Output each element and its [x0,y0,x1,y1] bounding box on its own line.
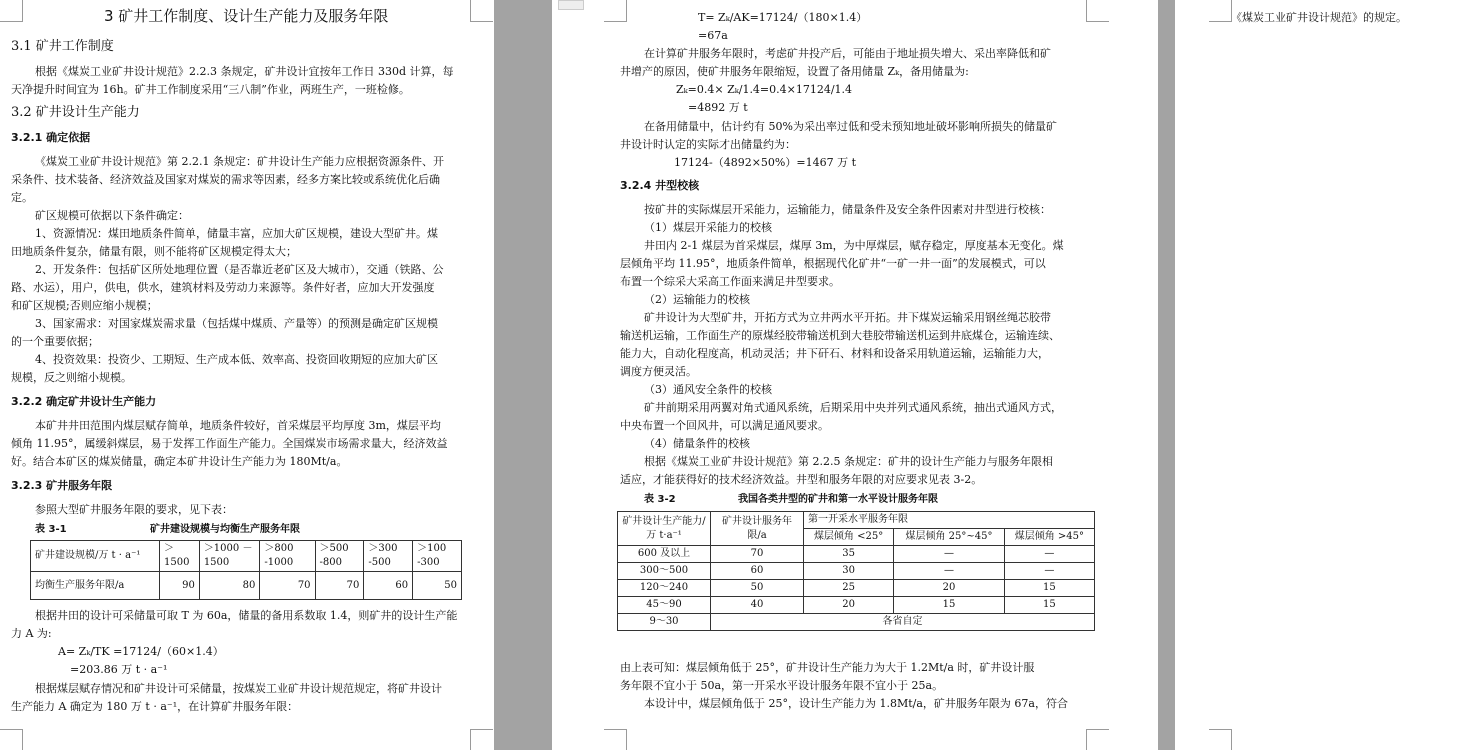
table-header-cell: ＞1000 －1500 [199,541,260,572]
paragraph-line: 调度方便灵活。 [620,365,697,378]
service-life-table [30,540,462,600]
crop-mark [1086,729,1109,750]
paragraph-line: 适应，才能获得好的技术经济效益。井型和服务年限的对应要求见表 3-2。 [620,473,983,486]
paragraph-line: 3、国家需求：对国家煤炭需求量（包括煤中煤质、产量等）的预测是确定矿区规模 [35,317,438,330]
crop-mark [470,729,493,750]
paragraph-line: 能力大，自动化程度高，机动灵活；井下矸石、材料和设备采用轨道运输，运输能力大， [620,347,1049,360]
document-page-2 [552,0,1158,750]
section-heading: 3.1 矿井工作制度 [11,39,114,54]
table-header-cell: ＞1500 [160,541,200,572]
table-cell: 15 [1004,597,1094,614]
crop-mark [0,0,23,22]
crop-mark [0,729,23,750]
table-cell: 9～30 [618,614,711,631]
table-header-cell: ＞800 -1000 [260,541,315,572]
subsection-heading: 3.2.4 井型校核 [620,179,700,192]
table-caption: 我国各类井型的矿井和第一水平设计服务年限 [738,494,938,505]
table-header-cell: 矿井设计生产能力/万 t·a⁻¹ [618,512,711,546]
paragraph-line: 布置一个综采大采高工作面来满足井型要求。 [620,275,840,288]
paragraph-line: 力 A 为: [11,627,52,640]
formula-line: A= Zₖ/TK =17124/（60×1.4） [58,645,224,658]
paragraph-line: 田地质条件复杂，储量有限，则不能将矿区规模定得太大； [11,245,297,258]
table-header-cell: 矿井建设规模/万 t · a⁻¹ [31,541,160,572]
subsection-heading: 3.2.2 确定矿井设计生产能力 [11,395,157,408]
table-row-label: 均衡生产服务年限/a [31,572,160,600]
table-number: 表 3-1 [35,524,67,535]
table-cell: — [894,546,1005,563]
table-cell: 25 [804,580,894,597]
table-cell: — [1004,563,1094,580]
table-header-cell: ＞300 -500 [364,541,413,572]
table-row [618,580,1095,597]
crop-mark [604,729,627,750]
paragraph-line: 矿井设计为大型矿井，开拓方式为立井两水平开拓。井下煤炭运输采用钢丝绳芯胶带 [644,311,1051,324]
table-cell: 70 [711,546,804,563]
paragraph-line: 1、资源情况：煤田地质条件简单，储量丰富，应加大矿区规模，建设大型矿井。煤 [35,227,438,240]
paragraph-line: 天净提升时间宜为 16h。矿井工作制度采用“三八制”作业，两班生产，一班检修。 [11,83,410,96]
table-cell: 120～240 [618,580,711,597]
paragraph-line: 井设计时认定的实际才出储量约为： [620,138,796,151]
paragraph-line: 层倾角平均 11.95°，地质条件简单，根据现代化矿井“一矿一井一面”的发展模式，可以 [620,257,1046,270]
table-cell: 30 [804,563,894,580]
paragraph-line: 中央布置一个回风井，可以满足通风要求。 [620,419,829,432]
section-heading: 3.2 矿井设计生产能力 [11,105,140,120]
table-header-cell: 矿井设计服务年限/a [711,512,804,546]
table-cell: — [1004,546,1094,563]
table-cell: 70 [260,572,315,600]
paragraph-line: （2）运输能力的校核 [644,293,750,306]
table-cell: 45～90 [618,597,711,614]
paragraph-line: 参照大型矿井服务年限的要求，见下表： [35,503,233,516]
crop-mark [604,0,627,22]
paragraph-line: 本矿井井田范围内煤层赋存简单，地质条件较好，首采煤层平均厚度 3m，煤层平均 [35,419,441,432]
paragraph-line: （4）储量条件的校核 [644,437,750,450]
paragraph-line: 根据《煤炭工业矿井设计规范》第 2.2.5 条规定：矿井的设计生产能力与服务年限相 [644,455,1053,468]
formula-line: T= Zₖ/AK=17124/（180×1.4） [698,11,868,24]
paragraph-line: 2、开发条件：包括矿区所处地理位置（是否靠近老矿区及大城市），交通（铁路、公 [35,263,444,276]
table-row [618,546,1095,563]
paragraph-line: 规模，反之则缩小规模。 [11,371,132,384]
table-cell: 50 [711,580,804,597]
crop-mark [1209,729,1232,750]
paragraph-line: 井田内 2-1 煤层为首采煤层，煤厚 3m，为中厚煤层，赋存稳定，厚度基本无变化。煤 [644,239,1064,252]
paragraph-line: 根据井田的设计可采储量可取 T 为 60a，储量的备用系数取 1.4，则矿井的设计生产能 [35,609,458,622]
document-page-3 [1175,0,1480,750]
table-cell: 35 [804,546,894,563]
subsection-heading: 3.2.3 矿井服务年限 [11,479,113,492]
table-header-cell: 煤层倾角 <25° [804,529,894,546]
paragraph-line: 定。 [11,191,33,204]
table-cell: 15 [1004,580,1094,597]
table-caption: 矿井建设规模与均衡生产服务年限 [150,524,300,535]
table-cell: 各省自定 [711,614,1095,631]
table-header-cell: 第一开采水平服务年限 [804,512,1095,529]
paragraph-line: 输送机运输，工作面生产的原煤经胶带输送机到大巷胶带输送机运到井底煤仓，运输连续、 [620,329,1060,342]
paragraph-line: 本设计中，煤层倾角低于 25°，设计生产能力为 1.8Mt/a，矿井服务年限为 67a，符合 [644,697,1068,710]
chapter-title: 3 矿井工作制度、设计生产能力及服务年限 [104,7,389,25]
table-cell: 70 [315,572,364,600]
mine-type-service-table [617,511,1095,631]
table-cell: 20 [804,597,894,614]
paragraph-line: 根据煤层赋存情况和矿井设计可采储量，按煤炭工业矿井设计规范规定，将矿井设计 [35,682,442,695]
table-header-cell: ＞100 -300 [413,541,462,572]
crop-mark [1086,0,1109,22]
paragraph-line: 生产能力 A 确定为 180 万 t · a⁻¹，在计算矿井服务年限： [11,700,299,713]
table-cell: 90 [160,572,200,600]
paragraph-line: 在备用储量中，估计约有 50%为采出率过低和受未预知地址破坏影响所损失的储量矿 [644,120,1057,133]
paragraph-line: 《煤炭工业矿井设计规范》第 2.2.1 条规定：矿井设计生产能力应根据资源条件、开 [35,155,444,168]
paragraph-line: 路、水运），用户，供电，供水，建筑材料及劳动力来源等。条件好者，应加大开发强度 [11,281,435,294]
paragraph-line: 矿井前期采用两翼对角式通风系统，后期采用中央并列式通风系统，抽出式通风方式， [644,401,1062,414]
paragraph-line: 按矿井的实际煤层开采能力，运输能力，储量条件及安全条件因素对井型进行校核： [644,203,1051,216]
table-row [618,597,1095,614]
paragraph-line: 倾角 11.95°，属缓斜煤层，易于发挥工作面生产能力。全国煤炭市场需求量大，经济效益 [11,437,448,450]
table-header-cell: 煤层倾角 >45° [1004,529,1094,546]
paragraph-line: （3）通风安全条件的校核 [644,383,772,396]
document-page-1 [0,0,494,750]
formula-line: 17124-（4892×50%）=1467 万 t [674,156,856,169]
table-row [618,563,1095,580]
crop-mark [470,0,493,22]
table-cell: 40 [711,597,804,614]
formula-line: =203.86 万 t · a⁻¹ [70,663,168,676]
table-row [618,614,1095,631]
paragraph-line: 《煤炭工业矿井设计规范》的规定。 [1231,11,1407,24]
paragraph-line: 在计算矿井服务年限时，考虑矿井投产后，可能由于地址损失增大、采出率降低和矿 [644,47,1051,60]
table-cell: 20 [894,580,1005,597]
table-cell: 300～500 [618,563,711,580]
paragraph-line: （1）煤层开采能力的校核 [644,221,772,234]
paragraph-line: 和矿区规模;否则应缩小规模； [11,299,158,312]
scroll-handle[interactable] [558,0,584,10]
paragraph-line: 好。结合本矿区的煤炭储量，确定本矿井设计生产能力为 180Mt/a。 [11,455,348,468]
paragraph-line: 务年限不宜小于 50a，第一开采水平设计服务年限不宜小于 25a。 [620,679,944,692]
paragraph-line: 4、投资效果：投资少、工期短、生产成本低、效率高、投资回收期短的应加大矿区 [35,353,438,366]
paragraph-line: 的一个重要依据； [11,335,99,348]
table-cell: 80 [199,572,260,600]
table-cell: 50 [413,572,462,600]
paragraph-line: 由上表可知：煤层倾角低于 25°，矿井设计生产能力为大于 1.2Mt/a 时，矿井设计服 [620,661,1035,674]
table-cell: 60 [711,563,804,580]
table-header-cell: 煤层倾角 25°~45° [894,529,1005,546]
paragraph-line: 采条件、技术装备、经济效益及国家对煤炭的需求等因素，经多方案比较或系统优化后确 [11,173,440,186]
table-cell: 600 及以上 [618,546,711,563]
paragraph-line: 矿区规模可依据以下条件确定： [35,209,189,222]
table-cell: 15 [894,597,1005,614]
formula-line: Zₖ=0.4× Zₖ/1.4=0.4×17124/1.4 [676,83,853,96]
table-cell: 60 [364,572,413,600]
formula-line: =4892 万 t [688,101,748,114]
table-cell: — [894,563,1005,580]
table-header-cell: ＞500 -800 [315,541,364,572]
paragraph-line: 根据《煤炭工业矿井设计规范》2.2.3 条规定，矿井设计宜按年工作日 330d 计算，每 [35,65,454,78]
crop-mark [1209,0,1232,22]
paragraph-line: 井增产的原因，使矿井服务年限缩短，设置了备用储量 Zₖ，备用储量为: [620,65,969,78]
formula-line: =67a [698,29,728,42]
subsection-heading: 3.2.1 确定依据 [11,131,91,144]
table-number: 表 3-2 [644,494,676,505]
